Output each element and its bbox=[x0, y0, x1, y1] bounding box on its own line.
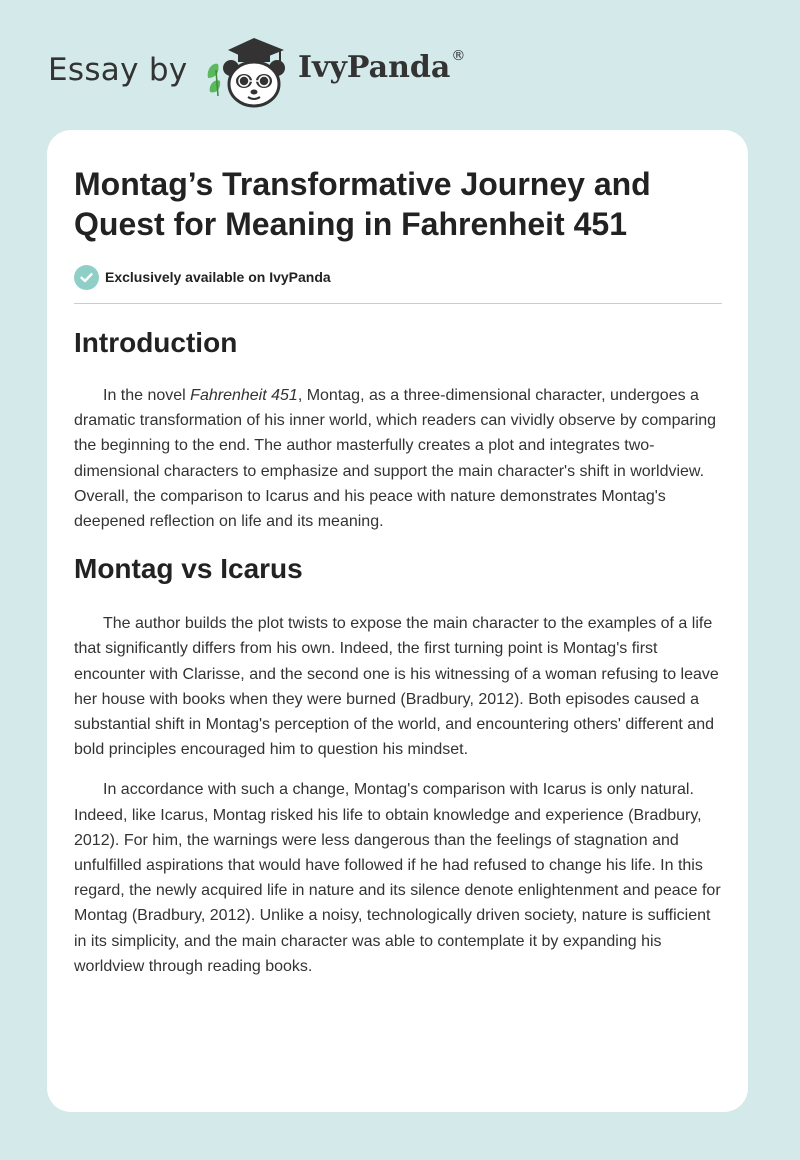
title-divider bbox=[74, 303, 722, 304]
section-heading-montag-vs-icarus: Montag vs Icarus bbox=[74, 553, 303, 585]
icarus-paragraph-2: In accordance with such a change, Montag's comparison with Icarus is only natural. Indeed, like Icarus, Montag risked his life to obtain knowledge and experience (Bradbury, 2012). For him, the warnings were less dangerous than the feelings of stagnation and unfulfilled aspirations that would have followed if he had refused to change his life. In this regard, the newly acquired life in nature and its silence denote enlightenment and peace for Montag (Bradbury, 2012). Unlike a noisy, technologically driven society, nature is sufficient in its simplicity, and the main character was able to contemplate it by expanding his worldview through reading books. bbox=[74, 781, 721, 975]
exclusive-badge-label: Exclusively available on IvyPanda bbox=[105, 269, 331, 285]
essay-body bbox=[74, 326, 722, 979]
icarus-paragraph-1: The author builds the plot twists to expose the main character to the examples of a life that significantly differs from his own. Indeed, the first turning point is Montag's first encounter with Clarisse, and the second one is his witnessing of a woman refusing to leave her house with books when they were burned (Bradbury, 2012). Both episodes caused a substantial shift in Montag's perception of the world, and encountering others' different and bold principles encouraged him to question his mindset. bbox=[74, 615, 719, 759]
essay-title: Montag’s Transformative Journey and Quest for Meaning in Fahrenheit 451 bbox=[74, 166, 651, 242]
site-header bbox=[48, 34, 508, 114]
exclusive-badge bbox=[74, 264, 331, 290]
essay-by-label: Essay by bbox=[48, 52, 188, 88]
section-heading-introduction: Introduction bbox=[74, 327, 238, 358]
intro-paragraph: In the novel Fahrenheit 451, Montag, as a three-dimensional character, undergoes a dramatic transformation of his inner world, which readers can vividly observe by comparing the beginning to the end. The author masterfully creates a plot and integrates two-dimensional characters to emphasize and support the main character's shift in worldview. Overall, the comparison to Icarus and his peace with nature demonstrates Montag's deepened reflection on life and its meaning. bbox=[74, 387, 717, 531]
essay-card bbox=[47, 130, 748, 1112]
check-circle-icon bbox=[74, 265, 99, 290]
panda-graduate-logo-icon[interactable] bbox=[204, 34, 296, 110]
book-title-italic: Fahrenheit 451 bbox=[190, 387, 298, 404]
brand-logo-text[interactable]: IvyPanda® bbox=[298, 48, 466, 85]
